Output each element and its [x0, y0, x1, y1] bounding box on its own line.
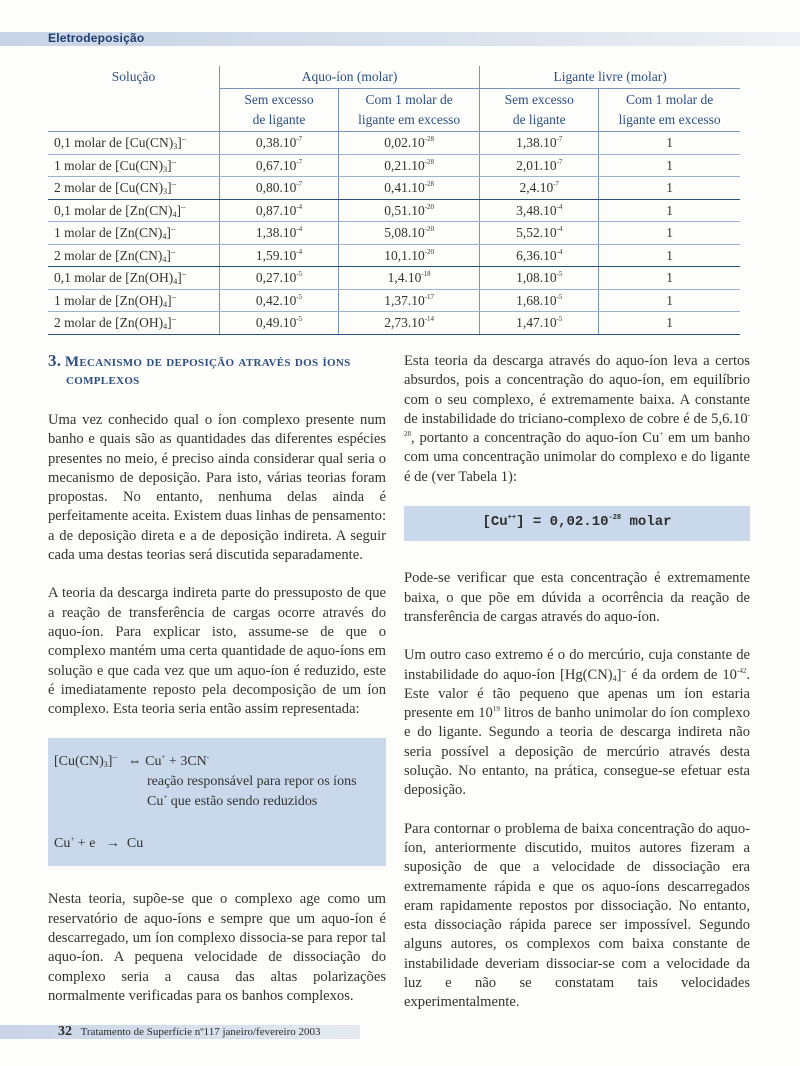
cell-aquo-sem: $0,67.10^{-7}$: [219, 154, 338, 177]
cell-ligante-sem: $1,38.10^{-7}$: [480, 132, 599, 155]
sub-header: Sem excesso de ligante: [219, 89, 338, 132]
cell-aquo-sem: $0,87.10^{-4}$: [219, 199, 338, 222]
cell-solucao: 1 molar de $[Cu(CN)_3]^{--}$: [48, 154, 219, 177]
page-number: 32: [58, 1024, 72, 1039]
cell-ligante-sem: $2,4.10^{-7}$: [480, 177, 599, 200]
cell-solucao: 1 molar de $[Zn(CN)_4]^{--}$: [48, 222, 219, 245]
table-row: [48, 132, 740, 155]
col-solucao: Solução: [48, 66, 219, 132]
paragraph: Esta teoria da descarga através do aquo-íon leva a certos absurdos, pois a concentração do aquo-íon, em equilíbrio com o seu complexo, é extremamente baixa. A constante de instabilidade do triciano-complexo de cobre é de $5,6.10^{-28}$, portanto a concentração do aquo-íon Cu+ em um banho com uma concentração unimolar do complexo e do ligante é de (ver Tabela 1):: [404, 353, 750, 485]
cell-aquo-sem: $0,38.10^{-7}$: [219, 132, 338, 155]
equation-box: [48, 738, 386, 866]
table-row: [48, 267, 740, 290]
cell-aquo-sem: $0,80.10^{-7}$: [219, 177, 338, 200]
cell-ligante-sem: $6,36.10^{-4}$: [480, 244, 599, 267]
table-row: [48, 154, 740, 177]
cell-solucao: 2 molar de $[Cu(CN)_3]^{--}$: [48, 177, 219, 200]
table-row: [48, 244, 740, 267]
cell-aquo-com: $10,1.10^{-20}$: [339, 244, 480, 267]
equation-line: Cu+ + e → Cu: [54, 835, 144, 852]
cell-ligante-sem: $2,01.10^{-7}$: [480, 154, 599, 177]
cell-ligante-sem: $1,47.10^{-5}$: [480, 312, 599, 335]
cell-aquo-sem: $1,38.10^{-4}$: [219, 222, 338, 245]
sub-header: Com 1 molar de ligante em excesso: [339, 89, 480, 132]
double-arrow-icon: ⇔: [127, 754, 142, 770]
table-row: [48, 199, 740, 222]
cell-aquo-com: $5,08.10^{-20}$: [339, 222, 480, 245]
cell-solucao: 0,1 molar de $[Cu(CN)_3]^{--}$: [48, 132, 219, 155]
footer-text: Tratamento de Superfície nº117 janeiro/fevereiro 2003: [80, 1026, 321, 1038]
section-heading: 3. Mecanismo de deposição através dos íons complexos: [48, 351, 351, 388]
cell-ligante-sem: $1,68.10^{-5}$: [480, 289, 599, 312]
table-row: [48, 289, 740, 312]
col-aquo: Aquo-íon (molar): [219, 66, 479, 89]
sub-header: Sem excesso de ligante: [480, 89, 599, 132]
cell-aquo-com: $0,41.10^{-28}$: [339, 177, 480, 200]
table-row: [48, 312, 740, 335]
paragraph: Nesta teoria, supõe-se que o complexo age como um reservatório de aquo-íons e sempre que um aquo-íon é descarregado, um íon complexo dissocia-se para repor tal aquo-íon. A pequena velocidade de dissociação do complexo seria a causa das altas polarizações normalmente verificadas para os banhos complexos.: [48, 891, 386, 1004]
cell-solucao: 0,1 molar de $[Zn(CN)_4]^{--}$: [48, 199, 219, 222]
cell-aquo-com: $2,73.10^{-14}$: [339, 312, 480, 335]
paragraph: A teoria da descarga indireta parte do pressuposto de que a reação de transferência de cargas ocorre através do aquo-íon. Para explicar isto, assume-se de que o complexo mantém uma certa quantidade de aquo-íons em solução e que cada vez que um aquo-íon é reduzido, este é imediatamente reposto pela decomposição de um íon complexo. Esta teoria seria então assim representada:: [48, 585, 386, 718]
cell-solucao: 1 molar de $[Zn(OH)_4]^{--}$: [48, 289, 219, 312]
cell-ligante-com: 1: [599, 199, 740, 222]
cell-aquo-com: $1,37.10^{-17}$: [339, 289, 480, 312]
data-table: [48, 66, 740, 335]
paragraph: Para contornar o problema de baixa concentração do aquo-íon, anteriormente discutido, muitos autores fizeram a suposição de que a velocidade de dissociação era extremamente rápida e que os aquo-íons descarregados eram rapidamente repostos por dissociação. No entanto, esta dissociação rápida parece ser impossível. Segundo alguns autores, os complexos com baixa constante de instabilidade deveriam dissociar-se com a velocidade da luz e não se constatam tais velocidades experimentalmente.: [404, 820, 750, 1011]
left-column: [48, 352, 386, 1025]
cell-ligante-com: 1: [599, 132, 740, 155]
cell-ligante-sem: $5,52.10^{-4}$: [480, 222, 599, 245]
cell-aquo-sem: $0,42.10^{-5}$: [219, 289, 338, 312]
page-footer: [58, 1024, 321, 1040]
paragraph: Uma vez conhecido qual o íon complexo presente num banho e quais são as quantidades das diferentes espécies presentes no meio, é preciso ainda considerar qual seria o mecanismo de deposição. Para isto, várias teorias foram propostas. No entanto, nenhuma delas ainda é perfeitamente aceita. Existem duas linhas de pensamento: a de deposição direta e a de deposição indireta. A seguir cada uma destas teorias será discutida separadamente.: [48, 412, 386, 564]
cell-aquo-com: $0,21.10^{-28}$: [339, 154, 480, 177]
cell-solucao: 0,1 molar de $[Zn(OH)_4]^{--}$: [48, 267, 219, 290]
right-arrow-icon: →: [105, 836, 120, 852]
running-header: Eletrodeposição: [48, 31, 145, 45]
cell-ligante-com: 1: [599, 289, 740, 312]
cell-aquo-com: $0,02.10^{-28}$: [339, 132, 480, 155]
cell-aquo-sem: $1,59.10^{-4}$: [219, 244, 338, 267]
cell-ligante-com: 1: [599, 312, 740, 335]
col-ligante: Ligante livre (molar): [480, 66, 740, 89]
paragraph: Um outro caso extremo é o do mercúrio, cuja constante de instabilidade do aquo-íon $[Hg(CN)_4]^{--}$ é da ordem de $10^{-42}$. Este valor é tão pequeno que apenas um íon estaria presente em $10^{19}$ litros de banho unimolar do íon complexo e do ligante. Segundo a teoria de descarga indireta não seria possível a deposição de mercúrio através desta solução. No entanto, na prática, consegue-se efetuar esta deposição.: [404, 647, 750, 799]
sub-header: Com 1 molar de ligante em excesso: [599, 89, 740, 132]
cell-aquo-com: $1,4.10^{-18}$: [339, 267, 480, 290]
cell-ligante-sem: $3,48.10^{-4}$: [480, 199, 599, 222]
cell-aquo-sem: $0,49.10^{-5}$: [219, 312, 338, 335]
cell-ligante-com: 1: [599, 154, 740, 177]
cell-solucao: 2 molar de $[Zn(OH)_4]^{--}$: [48, 312, 219, 335]
right-column: [404, 352, 750, 1032]
table-row: [48, 222, 740, 245]
cell-solucao: 2 molar de $[Zn(CN)_4]^{--}$: [48, 244, 219, 267]
table-row: [48, 177, 740, 200]
paragraph: Pode-se verificar que esta concentração é extremamente baixa, o que põe em dúvida a ocorrência da reação de transferência de cargas através do aquo-íon.: [404, 570, 750, 625]
equation-line: $[Cu(CN)_3]^{--}$ ⇔ Cu+ + 3CN-: [54, 753, 210, 770]
equation-note: reação responsável para repor os íons: [147, 774, 357, 790]
cell-ligante-com: 1: [599, 222, 740, 245]
cell-ligante-com: 1: [599, 244, 740, 267]
equation-note: Cu+ que estão sendo reduzidos: [147, 793, 318, 810]
cell-ligante-com: 1: [599, 177, 740, 200]
cell-aquo-com: $0,51.10^{-20}$: [339, 199, 480, 222]
cell-ligante-sem: $1,08.10^{-5}$: [480, 267, 599, 290]
cell-ligante-com: 1: [599, 267, 740, 290]
cell-aquo-sem: $0,27.10^{-5}$: [219, 267, 338, 290]
concentration-box: $[Cu^{++}] = 0,02.10^{-28}$ molar: [404, 506, 750, 541]
